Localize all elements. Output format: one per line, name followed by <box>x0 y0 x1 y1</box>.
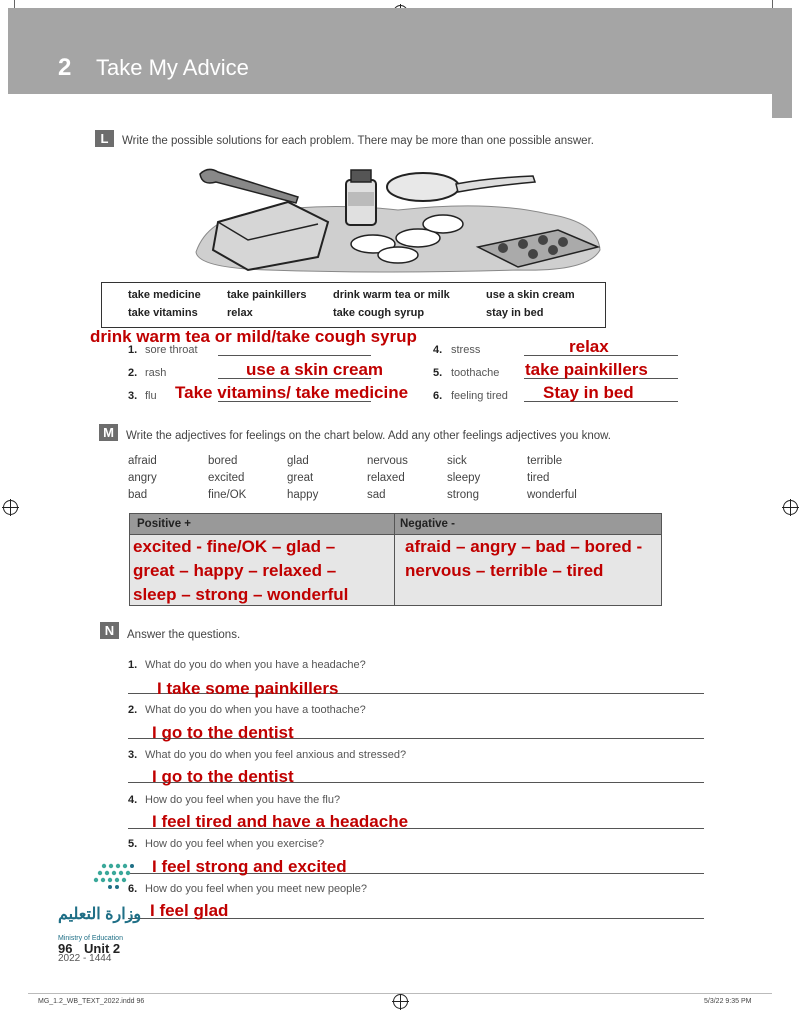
phrase: take vitamins <box>128 307 198 319</box>
item-text: rash <box>145 367 167 379</box>
item-number: 4. <box>433 344 443 356</box>
negative-header: Negative - <box>400 518 455 530</box>
answer-text[interactable]: I take some painkillers <box>157 679 339 698</box>
unit-label: Unit 2 <box>84 941 121 956</box>
unit-title: Take My Advice <box>96 55 249 80</box>
adjective-word: happy <box>287 489 319 501</box>
registration-mark-right <box>783 500 798 515</box>
adjective-word: bad <box>128 489 148 501</box>
item-text: sore throat <box>145 344 198 356</box>
phrase: take painkillers <box>227 289 307 301</box>
adjective-word: afraid <box>128 455 157 467</box>
header-tab <box>772 94 792 118</box>
section-n-instruction: Answer the questions. <box>127 629 241 641</box>
table-header-row <box>130 514 661 535</box>
registration-mark-bottom <box>393 994 408 1009</box>
positive-answer-line[interactable]: excited - fine/OK – glad – <box>133 537 336 556</box>
answer-text[interactable]: Stay in bed <box>543 383 634 402</box>
adjective-word: angry <box>128 472 157 484</box>
positive-header: Positive + <box>137 518 192 530</box>
question-number: 2. <box>128 704 138 716</box>
ministry-logo-icon <box>86 858 186 892</box>
answer-text[interactable]: relax <box>569 337 609 356</box>
positive-answer-line[interactable]: great – happy – relaxed – <box>133 561 337 580</box>
adjective-word: sleepy <box>447 472 481 484</box>
question-text: How do you feel when you exercise? <box>145 838 325 850</box>
answer-text[interactable]: drink warm tea or mild/take cough syrup <box>90 327 417 346</box>
answer-text[interactable]: I go to the dentist <box>152 723 294 742</box>
adjective-word: sad <box>367 489 386 501</box>
adjective-word: nervous <box>367 455 408 467</box>
item-text: flu <box>145 390 157 402</box>
negative-answer-line[interactable]: nervous – terrible – tired <box>405 561 604 580</box>
item-number: 6. <box>433 390 443 402</box>
question-number: 1. <box>128 659 138 671</box>
item-number: 3. <box>128 390 138 402</box>
adjective-word: tired <box>527 472 550 484</box>
section-l-badge: L <box>95 130 114 147</box>
unit-number: 2 <box>58 54 72 81</box>
registration-mark-left <box>3 500 18 515</box>
item-text: feeling tired <box>451 390 508 402</box>
phrase: drink warm tea or milk <box>333 289 450 301</box>
question-text: How do you feel when you meet new people? <box>145 883 367 895</box>
adjective-word: excited <box>208 472 245 484</box>
file-name: MG_1.2_WB_TEXT_2022.indd 96 <box>38 998 145 1005</box>
question-number: 6. <box>128 883 138 895</box>
answer-text[interactable]: I feel tired and have a headache <box>152 812 409 831</box>
ministry-logo-english: Ministry of Education <box>58 935 123 942</box>
footer-rule <box>28 993 772 994</box>
table-divider <box>394 514 395 605</box>
adjective-word: bored <box>208 455 238 467</box>
section-l-instruction: Write the possible solutions for each problem. There may be more than one possible answer. <box>122 135 594 147</box>
answer-text[interactable]: Take vitamins/ take medicine <box>175 383 409 402</box>
adjective-word: terrible <box>527 455 563 467</box>
phrase: use a skin cream <box>486 289 575 301</box>
item-number: 1. <box>128 344 138 356</box>
positive-answer-line[interactable]: sleep – strong – wonderful <box>133 585 349 604</box>
question-text: What do you do when you have a toothache? <box>145 704 366 716</box>
question-text: How do you feel when you have the flu? <box>145 794 341 806</box>
section-n-badge: N <box>100 622 119 639</box>
answer-text[interactable]: I feel glad <box>150 901 229 920</box>
question-text: What do you do when you feel anxious and stressed? <box>145 749 407 761</box>
adjective-word: fine/OK <box>208 489 247 501</box>
phrase: relax <box>227 307 253 319</box>
unit-header-bar <box>8 8 792 94</box>
phrase: stay in bed <box>486 307 544 319</box>
question-number: 4. <box>128 794 138 806</box>
ministry-logo-arabic: وزارة التعليم <box>58 906 142 923</box>
year-label: 2022 - 1444 <box>58 953 112 964</box>
answer-text[interactable]: I feel strong and excited <box>152 857 347 876</box>
adjective-word: strong <box>447 489 479 501</box>
section-m-badge: M <box>99 424 118 441</box>
adjective-word: relaxed <box>367 472 405 484</box>
adjective-word: great <box>287 472 314 484</box>
answer-text[interactable]: take painkillers <box>525 360 648 379</box>
medicine-illustration <box>188 162 606 277</box>
item-text: stress <box>451 344 481 356</box>
item-number: 2. <box>128 367 138 379</box>
section-m-instruction: Write the adjectives for feelings on the chart below. Add any other feelings adjectives you know. <box>126 430 611 442</box>
adjective-word: glad <box>287 455 309 467</box>
question-number: 3. <box>128 749 138 761</box>
item-text: toothache <box>451 367 500 379</box>
answer-text[interactable]: use a skin cream <box>246 360 384 379</box>
question-number: 5. <box>128 838 138 850</box>
print-date: 5/3/22 9:35 PM <box>704 998 752 1005</box>
item-number: 5. <box>433 367 443 379</box>
page-number: 96 <box>58 941 73 956</box>
adjective-word: wonderful <box>527 489 577 501</box>
phrase: take cough syrup <box>333 307 425 319</box>
adjective-word: sick <box>447 455 467 467</box>
negative-answer-line[interactable]: afraid – angry – bad – bored - <box>405 537 643 556</box>
answer-text[interactable]: I go to the dentist <box>152 767 294 786</box>
answer-line <box>218 355 371 356</box>
phrase: take medicine <box>128 289 201 301</box>
question-text: What do you do when you have a headache? <box>145 659 366 671</box>
